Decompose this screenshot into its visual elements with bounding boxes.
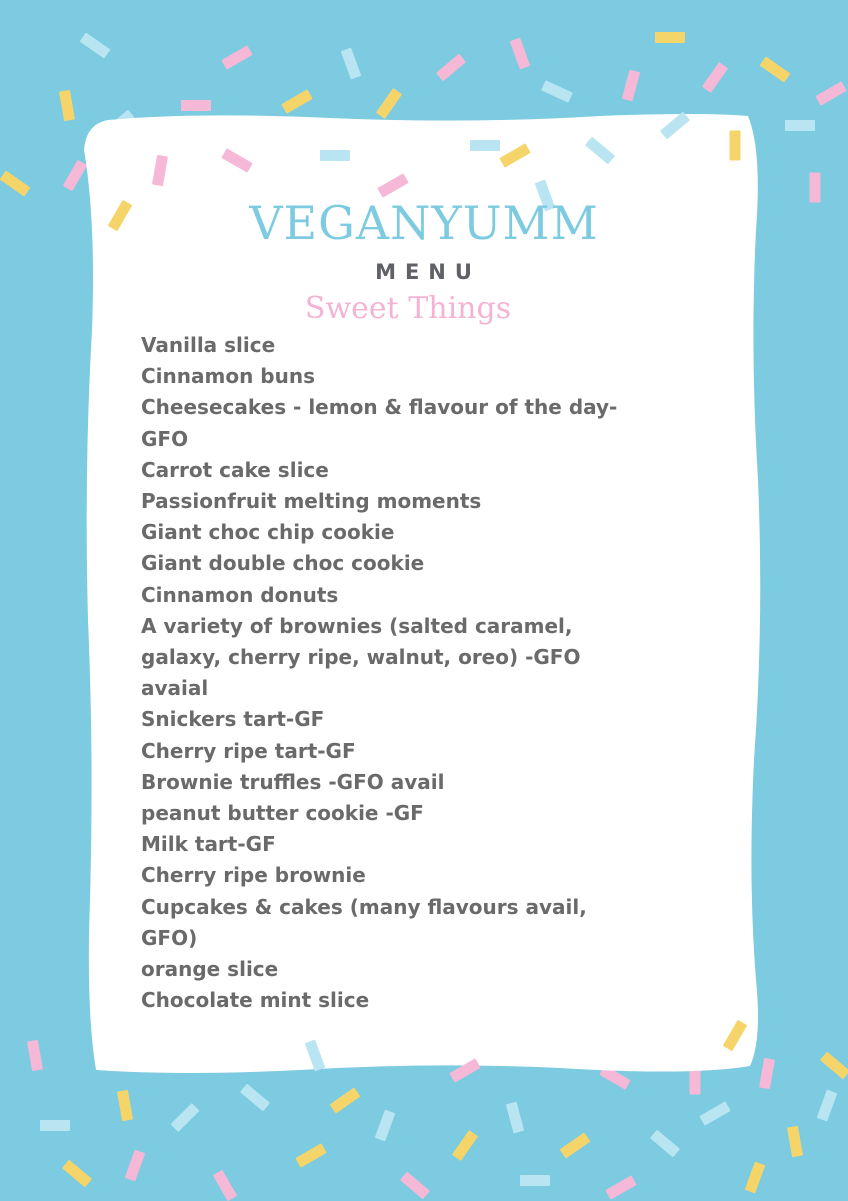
sprinkle [377, 173, 408, 198]
menu-item: Cherry ripe tart-GF [141, 738, 356, 763]
menu-item: Giant choc chip cookie [141, 520, 395, 545]
menu-item: Giant double choc cookie [141, 551, 425, 576]
menu-item: Vanilla slice [141, 333, 276, 357]
menu-label: MENU [375, 260, 481, 284]
sprinkle [449, 1058, 480, 1083]
menu-item: orange slice [141, 957, 279, 982]
menu-item: Brownie truffles -GFO avail [141, 769, 445, 794]
menu-item: Cinnamon donuts [141, 582, 339, 607]
brand-title: VEGANYUMM [249, 196, 599, 250]
menu-item: Cherry ripe brownie [141, 863, 366, 888]
menu-item: Passionfruit melting moments [141, 489, 482, 514]
sprinkle [221, 148, 252, 173]
menu-item: Cupcakes & cakes (many flavours avail, GFO) [141, 894, 587, 950]
sprinkle [660, 112, 690, 140]
sprinkle [305, 1040, 326, 1072]
menu-item: Chocolate mint slice [141, 988, 370, 1013]
menu-item: Cheesecakes - lemon & flavour of the day-GFO [141, 395, 618, 451]
menu-item: Carrot cake slice [141, 457, 329, 482]
sprinkle [585, 137, 615, 165]
sprinkle [730, 131, 741, 161]
menu-item: Milk tart-GF [141, 832, 276, 857]
menu-item-list [141, 330, 641, 1016]
menu-item: A variety of brownies (salted caramel, galaxy, cherry ripe, walnut, oreo) -GFO avaial [141, 613, 581, 701]
sprinkle [723, 1020, 748, 1051]
sprinkle [320, 150, 350, 161]
menu-item: Snickers tart-GF [141, 707, 325, 732]
sprinkle [470, 140, 500, 151]
sprinkle [152, 155, 168, 186]
sprinkle [499, 143, 530, 168]
menu-item: Cinnamon buns [141, 364, 315, 389]
section-title: Sweet Things [304, 291, 512, 326]
menu-item: peanut butter cookie -GF [141, 801, 424, 826]
